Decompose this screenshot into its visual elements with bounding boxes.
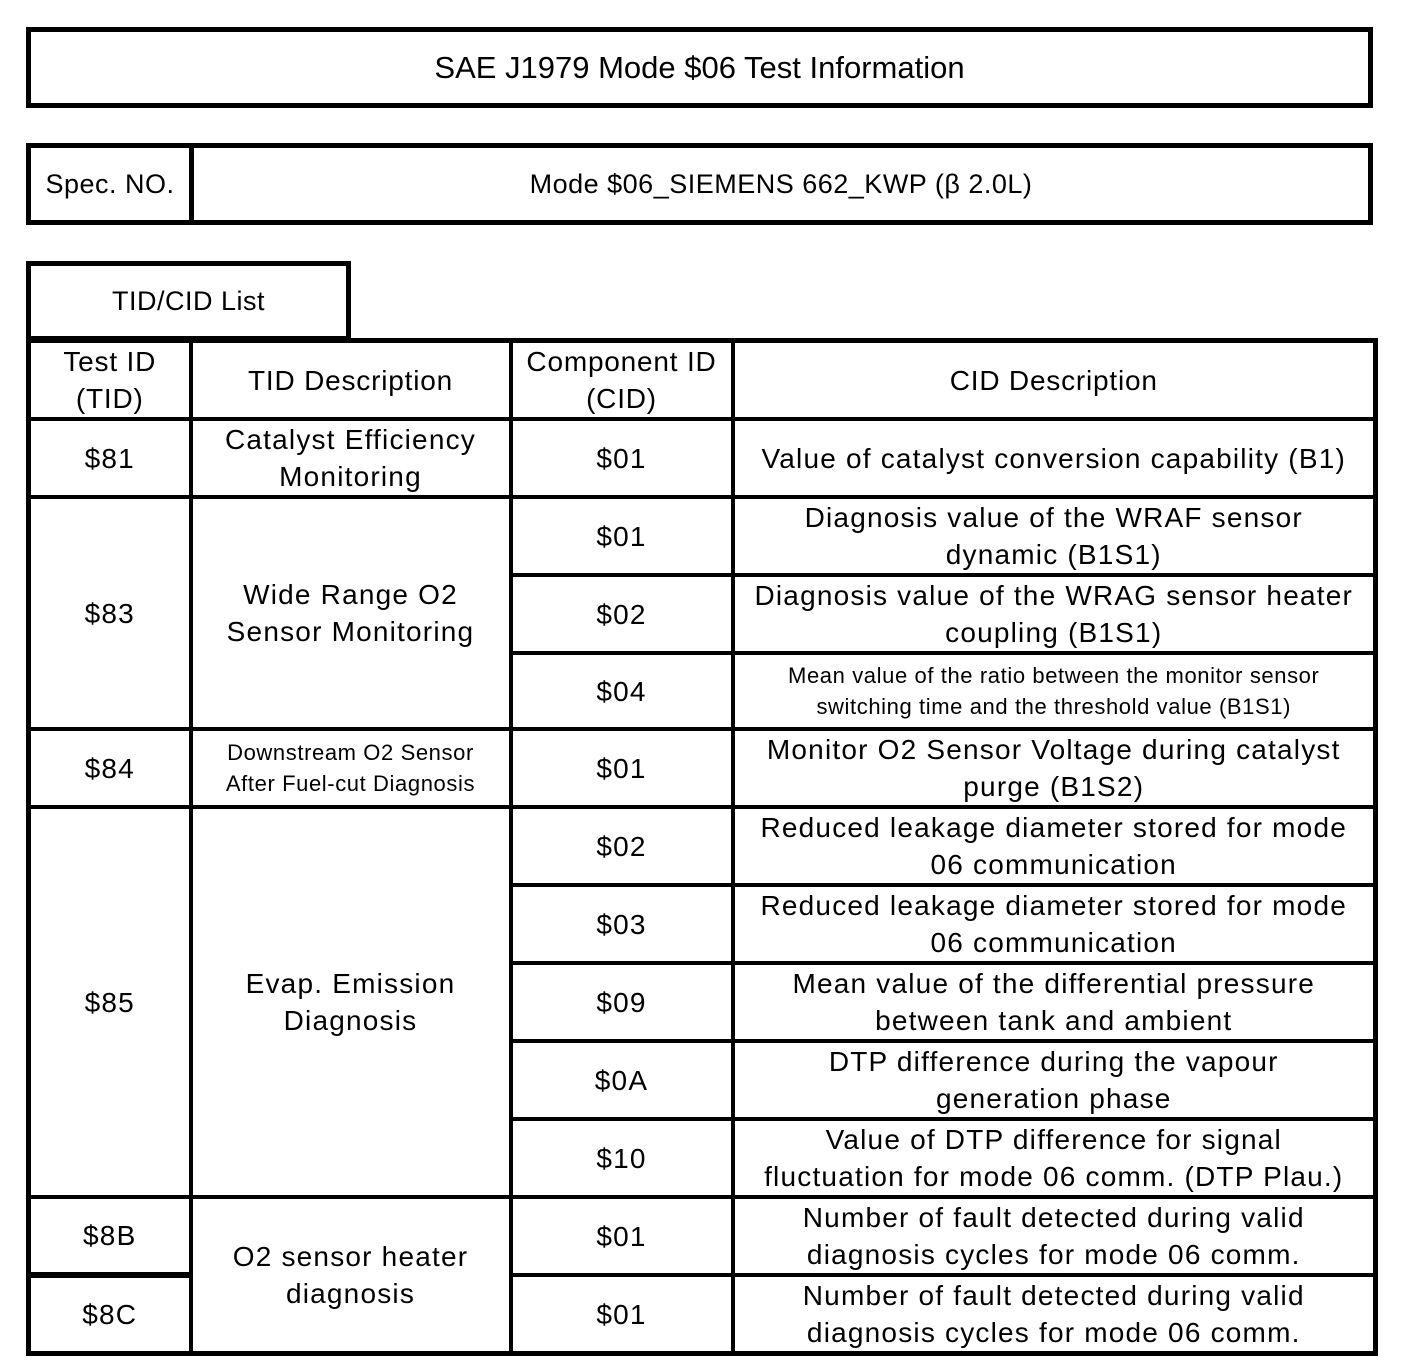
cid-desc-cell: Monitor O2 Sensor Voltage during catalyst purge (B1S2) bbox=[733, 729, 1376, 807]
cid-cell: $0A bbox=[511, 1041, 733, 1119]
tid-desc-cell: Downstream O2 Sensor After Fuel-cut Diagnosis bbox=[191, 729, 511, 807]
header-tid-desc: TID Description bbox=[191, 341, 511, 420]
cid-desc-cell: Diagnosis value of the WRAG sensor heater coupling (B1S1) bbox=[733, 575, 1376, 653]
cid-cell: $01 bbox=[511, 1275, 733, 1354]
tid-cell: $81 bbox=[29, 419, 191, 497]
list-tab: TID/CID List bbox=[26, 261, 351, 341]
cid-desc-cell: Value of catalyst conversion capability (B1) bbox=[733, 419, 1376, 497]
table-row bbox=[29, 497, 1376, 575]
cid-cell: $01 bbox=[511, 1197, 733, 1275]
spec-box bbox=[26, 143, 1373, 225]
cid-desc-cell: Value of DTP difference for signal fluctuation for mode 06 comm. (DTP Plau.) bbox=[733, 1119, 1376, 1197]
spec-value: Mode $06_SIEMENS 662_KWP (β 2.0L) bbox=[529, 168, 1033, 199]
table-row bbox=[29, 1197, 1376, 1275]
cid-desc-cell: Reduced leakage diameter stored for mode 06 communication bbox=[733, 807, 1376, 885]
header-cid-desc: CID Description bbox=[733, 341, 1376, 420]
cid-cell: $02 bbox=[511, 807, 733, 885]
cid-cell: $03 bbox=[511, 885, 733, 963]
tid-cell: $8B bbox=[29, 1197, 191, 1275]
cid-desc-cell: Mean value of the differential pressure between tank and ambient bbox=[733, 963, 1376, 1041]
table-row bbox=[29, 807, 1376, 885]
tid-desc-cell: O2 sensor heater diagnosis bbox=[191, 1197, 511, 1354]
table-row bbox=[29, 419, 1376, 497]
table-row bbox=[29, 729, 1376, 807]
tid-desc-cell: Evap. Emission Diagnosis bbox=[191, 807, 511, 1197]
tid-desc-cell: Wide Range O2 Sensor Monitoring bbox=[191, 497, 511, 729]
cid-cell: $09 bbox=[511, 963, 733, 1041]
page-title: SAE J1979 Mode $06 Test Information bbox=[434, 49, 965, 85]
table-header-row bbox=[29, 341, 1376, 420]
cid-cell: $01 bbox=[511, 497, 733, 575]
title-box bbox=[26, 27, 1373, 108]
cid-cell: $01 bbox=[511, 729, 733, 807]
cid-cell: $02 bbox=[511, 575, 733, 653]
spec-label: Spec. NO. bbox=[31, 148, 194, 220]
tid-cell: $8C bbox=[29, 1275, 191, 1354]
cid-desc-cell: Diagnosis value of the WRAF sensor dynamic (B1S1) bbox=[733, 497, 1376, 575]
cid-desc-cell: DTP difference during the vapour generation phase bbox=[733, 1041, 1376, 1119]
cid-cell: $10 bbox=[511, 1119, 733, 1197]
tid-cell: $85 bbox=[29, 807, 191, 1197]
tid-cid-table bbox=[26, 338, 1378, 1356]
cid-cell: $04 bbox=[511, 653, 733, 729]
header-tid: Test ID (TID) bbox=[29, 341, 191, 420]
cid-desc-cell: Number of fault detected during valid diagnosis cycles for mode 06 comm. bbox=[733, 1275, 1376, 1354]
cid-desc-cell: Reduced leakage diameter stored for mode 06 communication bbox=[733, 885, 1376, 963]
cid-cell: $01 bbox=[511, 419, 733, 497]
header-cid: Component ID (CID) bbox=[511, 341, 733, 420]
tid-desc-cell: Catalyst Efficiency Monitoring bbox=[191, 419, 511, 497]
cid-desc-cell: Number of fault detected during valid diagnosis cycles for mode 06 comm. bbox=[733, 1197, 1376, 1275]
cid-desc-cell: Mean value of the ratio between the monitor sensor switching time and the threshold value (B1S1) bbox=[733, 653, 1376, 729]
tid-cell: $84 bbox=[29, 729, 191, 807]
tid-cell: $83 bbox=[29, 497, 191, 729]
